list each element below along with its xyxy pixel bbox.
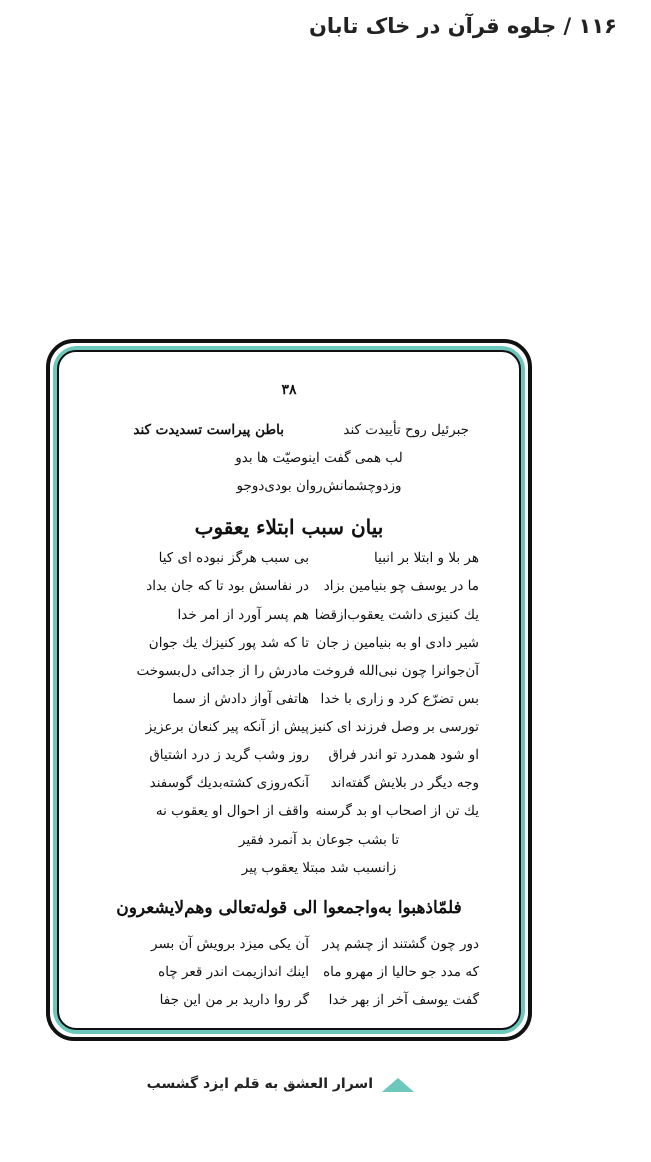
verse-center: لب همی گفت اینوصیّت ها بدو (235, 450, 403, 466)
verse-right: ما در یوسف چو بنیامین بزاد (323, 578, 479, 594)
verse-left: هم پسر آورد از امر خدا (177, 607, 309, 623)
section-title: فلمّاذهبوا به‌واجمعوا الی قوله‌تعالی وهم‌لایشعرون (116, 898, 462, 918)
verse-right: که مدد جو حالیا از مهرو ماه (323, 964, 479, 980)
verse-left: باطن پیراست تسدیدت کند (133, 422, 284, 438)
verse-right: یك کنیزی داشت یعقوب‌ازقضا (314, 607, 479, 623)
verse-left: در نفاسش بود تا که جان بداد (146, 578, 309, 594)
scanned-page-frame (46, 339, 532, 1041)
verse-left: بی سبب هرگز نبوده ای کیا (158, 550, 309, 566)
footer-text: اسرار العشق به قلم ایزد گشسب (146, 1076, 373, 1092)
page-footer (0, 1076, 651, 1096)
triangle-icon (382, 1078, 414, 1092)
verse-left: واقف از احوال او یعقوب نه (155, 803, 309, 819)
verse-left: تا که شد پور کنیزك یك جوان (148, 635, 309, 651)
verse-right: جبرئیل روح تأییدت کند (343, 422, 469, 438)
verse-right: تورسی بر وصل فرزند ای کنیز (310, 719, 479, 735)
verse-right: بس تضرّع کرد و زاری با خدا (320, 691, 479, 707)
verse-right: دور چون گشتند از چشم پدر (322, 936, 479, 952)
section-title: بیان سبب ابتلاء یعقوب (194, 515, 384, 539)
verse-right: شیر دادی او به بنیامین ز جان (316, 635, 479, 651)
verse-left: پیش از آنکه پیر کنعان برعزیز (145, 719, 309, 735)
verse-center: وزدوچشمانش‌روان بودی‌دوجو (236, 478, 402, 494)
verse-left: آن یکی میزد برویش آن بسر (151, 936, 309, 952)
verse-center: زانسبب شد مبتلا یعقوب پیر (241, 860, 397, 876)
page-content (59, 352, 519, 1028)
verse-center: تا بشب جوعان بد آنمرد فقیر (238, 832, 400, 848)
running-header: ۱۱۶ / جلوه قرآن در خاک تابان (308, 14, 617, 38)
verse-right: هر بلا و ابتلا بر انبیا (374, 550, 479, 566)
verse-left: روز وشب گرید ز درد اشتیاق (149, 747, 309, 763)
verse-left: آنکه‌روزی کشته‌بدیك گوسفند (149, 775, 309, 791)
verse-right: گفت یوسف آخر از بهر خدا (328, 992, 479, 1008)
verse-right: او شود همدرد تو اندر فراق (328, 747, 479, 763)
verse-right: آن‌جوانرا چون نبی‌الله فروخت (312, 663, 479, 679)
verse-right: یك تن از اصحاب او بد گرسنه (315, 803, 479, 819)
scanned-page (57, 350, 521, 1030)
verse-right: وجه دیگر در بلایش گفته‌اند (330, 775, 479, 791)
verse-left: مادرش را از جدائی دل‌بسوخت (136, 663, 309, 679)
verse-left: اینك اندازیمت اندر قعر چاه (158, 964, 309, 980)
verse-left: هاتفی آواز دادش از سما (172, 691, 309, 707)
page-number: ۳۸ (281, 382, 297, 398)
verse-left: گر روا دارید بر من این جفا (159, 992, 309, 1008)
